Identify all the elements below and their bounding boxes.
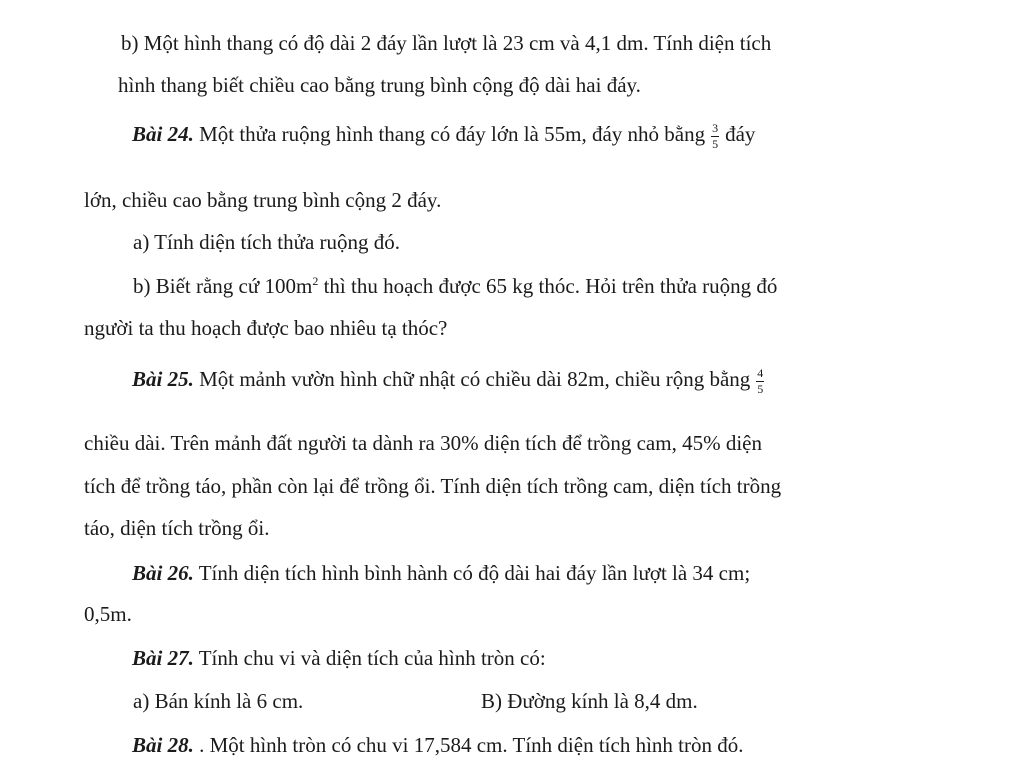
exercise-25-text: Một mảnh vườn hình chữ nhật có chiều dài 82m, chiều rộng bằng bbox=[193, 366, 751, 391]
fraction-4-5 bbox=[756, 367, 764, 395]
exercise-25-line-3: tích để trồng táo, phần còn lại để trồng ổi. Tính diện tích trồng cam, diện tích trồng bbox=[84, 474, 782, 498]
exercise-27-text: Tính chu vi và diện tích của hình tròn có: bbox=[193, 646, 546, 670]
exercise-27-part-b: B) Đường kính là 8,4 dm. bbox=[481, 689, 698, 713]
exercise-26 bbox=[132, 563, 750, 584]
superscript-2: 2 bbox=[312, 274, 319, 288]
exercise-24-part-b bbox=[133, 276, 777, 297]
fraction-numerator: 3 bbox=[712, 121, 719, 135]
exercise-24-text-end: đáy bbox=[725, 121, 756, 146]
text-line-2: hình thang biết chiều cao bằng trung bình cộng độ dài hai đáy. bbox=[118, 73, 641, 97]
exercise-26-line-2: 0,5m. bbox=[84, 602, 132, 626]
exercise-24-text: Một thửa ruộng hình thang có đáy lớn là 55m, đáy nhỏ bằng bbox=[193, 121, 706, 146]
fraction-numerator: 4 bbox=[757, 366, 764, 380]
fraction-3-5 bbox=[711, 122, 719, 150]
exercise-24-label: Bài 24. bbox=[132, 121, 194, 146]
text-line-1: b) Một hình thang có độ dài 2 đáy lần lượt là 23 cm và 4,1 dm. Tính diện tích bbox=[121, 31, 772, 55]
exercise-25-line-2: chiều dài. Trên mảnh đất người ta dành ra 30% diện tích để trồng cam, 45% diện bbox=[84, 431, 762, 455]
exercise-27-part-a: a) Bán kính là 6 cm. bbox=[133, 689, 304, 713]
exercise-27-label: Bài 27. bbox=[132, 646, 194, 670]
part-b-text: b) Biết rằng cứ 100m bbox=[133, 274, 313, 298]
exercise-24-part-b-continuation: người ta thu hoạch được bao nhiêu tạ thóc? bbox=[84, 316, 448, 340]
exercise-25-line-4: táo, diện tích trồng ổi. bbox=[84, 516, 270, 540]
exercise-25-label: Bài 25. bbox=[132, 366, 194, 391]
exercise-25 bbox=[132, 367, 770, 395]
part-b-text-cont: thì thu hoạch được 65 kg thóc. Hỏi trên thửa ruộng đó bbox=[318, 274, 778, 298]
fraction-denominator: 5 bbox=[712, 136, 719, 151]
exercise-27 bbox=[132, 648, 546, 669]
exercise-24 bbox=[132, 122, 755, 150]
exercise-24-continuation: lớn, chiều cao bằng trung bình cộng 2 đáy. bbox=[84, 188, 442, 212]
exercise-28 bbox=[132, 735, 743, 756]
exercise-28-label: Bài 28. bbox=[132, 733, 194, 757]
exercise-28-text: . Một hình tròn có chu vi 17,584 cm. Tính diện tích hình tròn đó. bbox=[193, 733, 744, 757]
exercise-26-label: Bài 26. bbox=[132, 561, 194, 585]
fraction-denominator: 5 bbox=[757, 381, 764, 396]
exercise-24-part-a: a) Tính diện tích thửa ruộng đó. bbox=[133, 230, 401, 254]
exercise-26-text: Tính diện tích hình bình hành có độ dài hai đáy lần lượt là 34 cm; bbox=[193, 561, 751, 585]
